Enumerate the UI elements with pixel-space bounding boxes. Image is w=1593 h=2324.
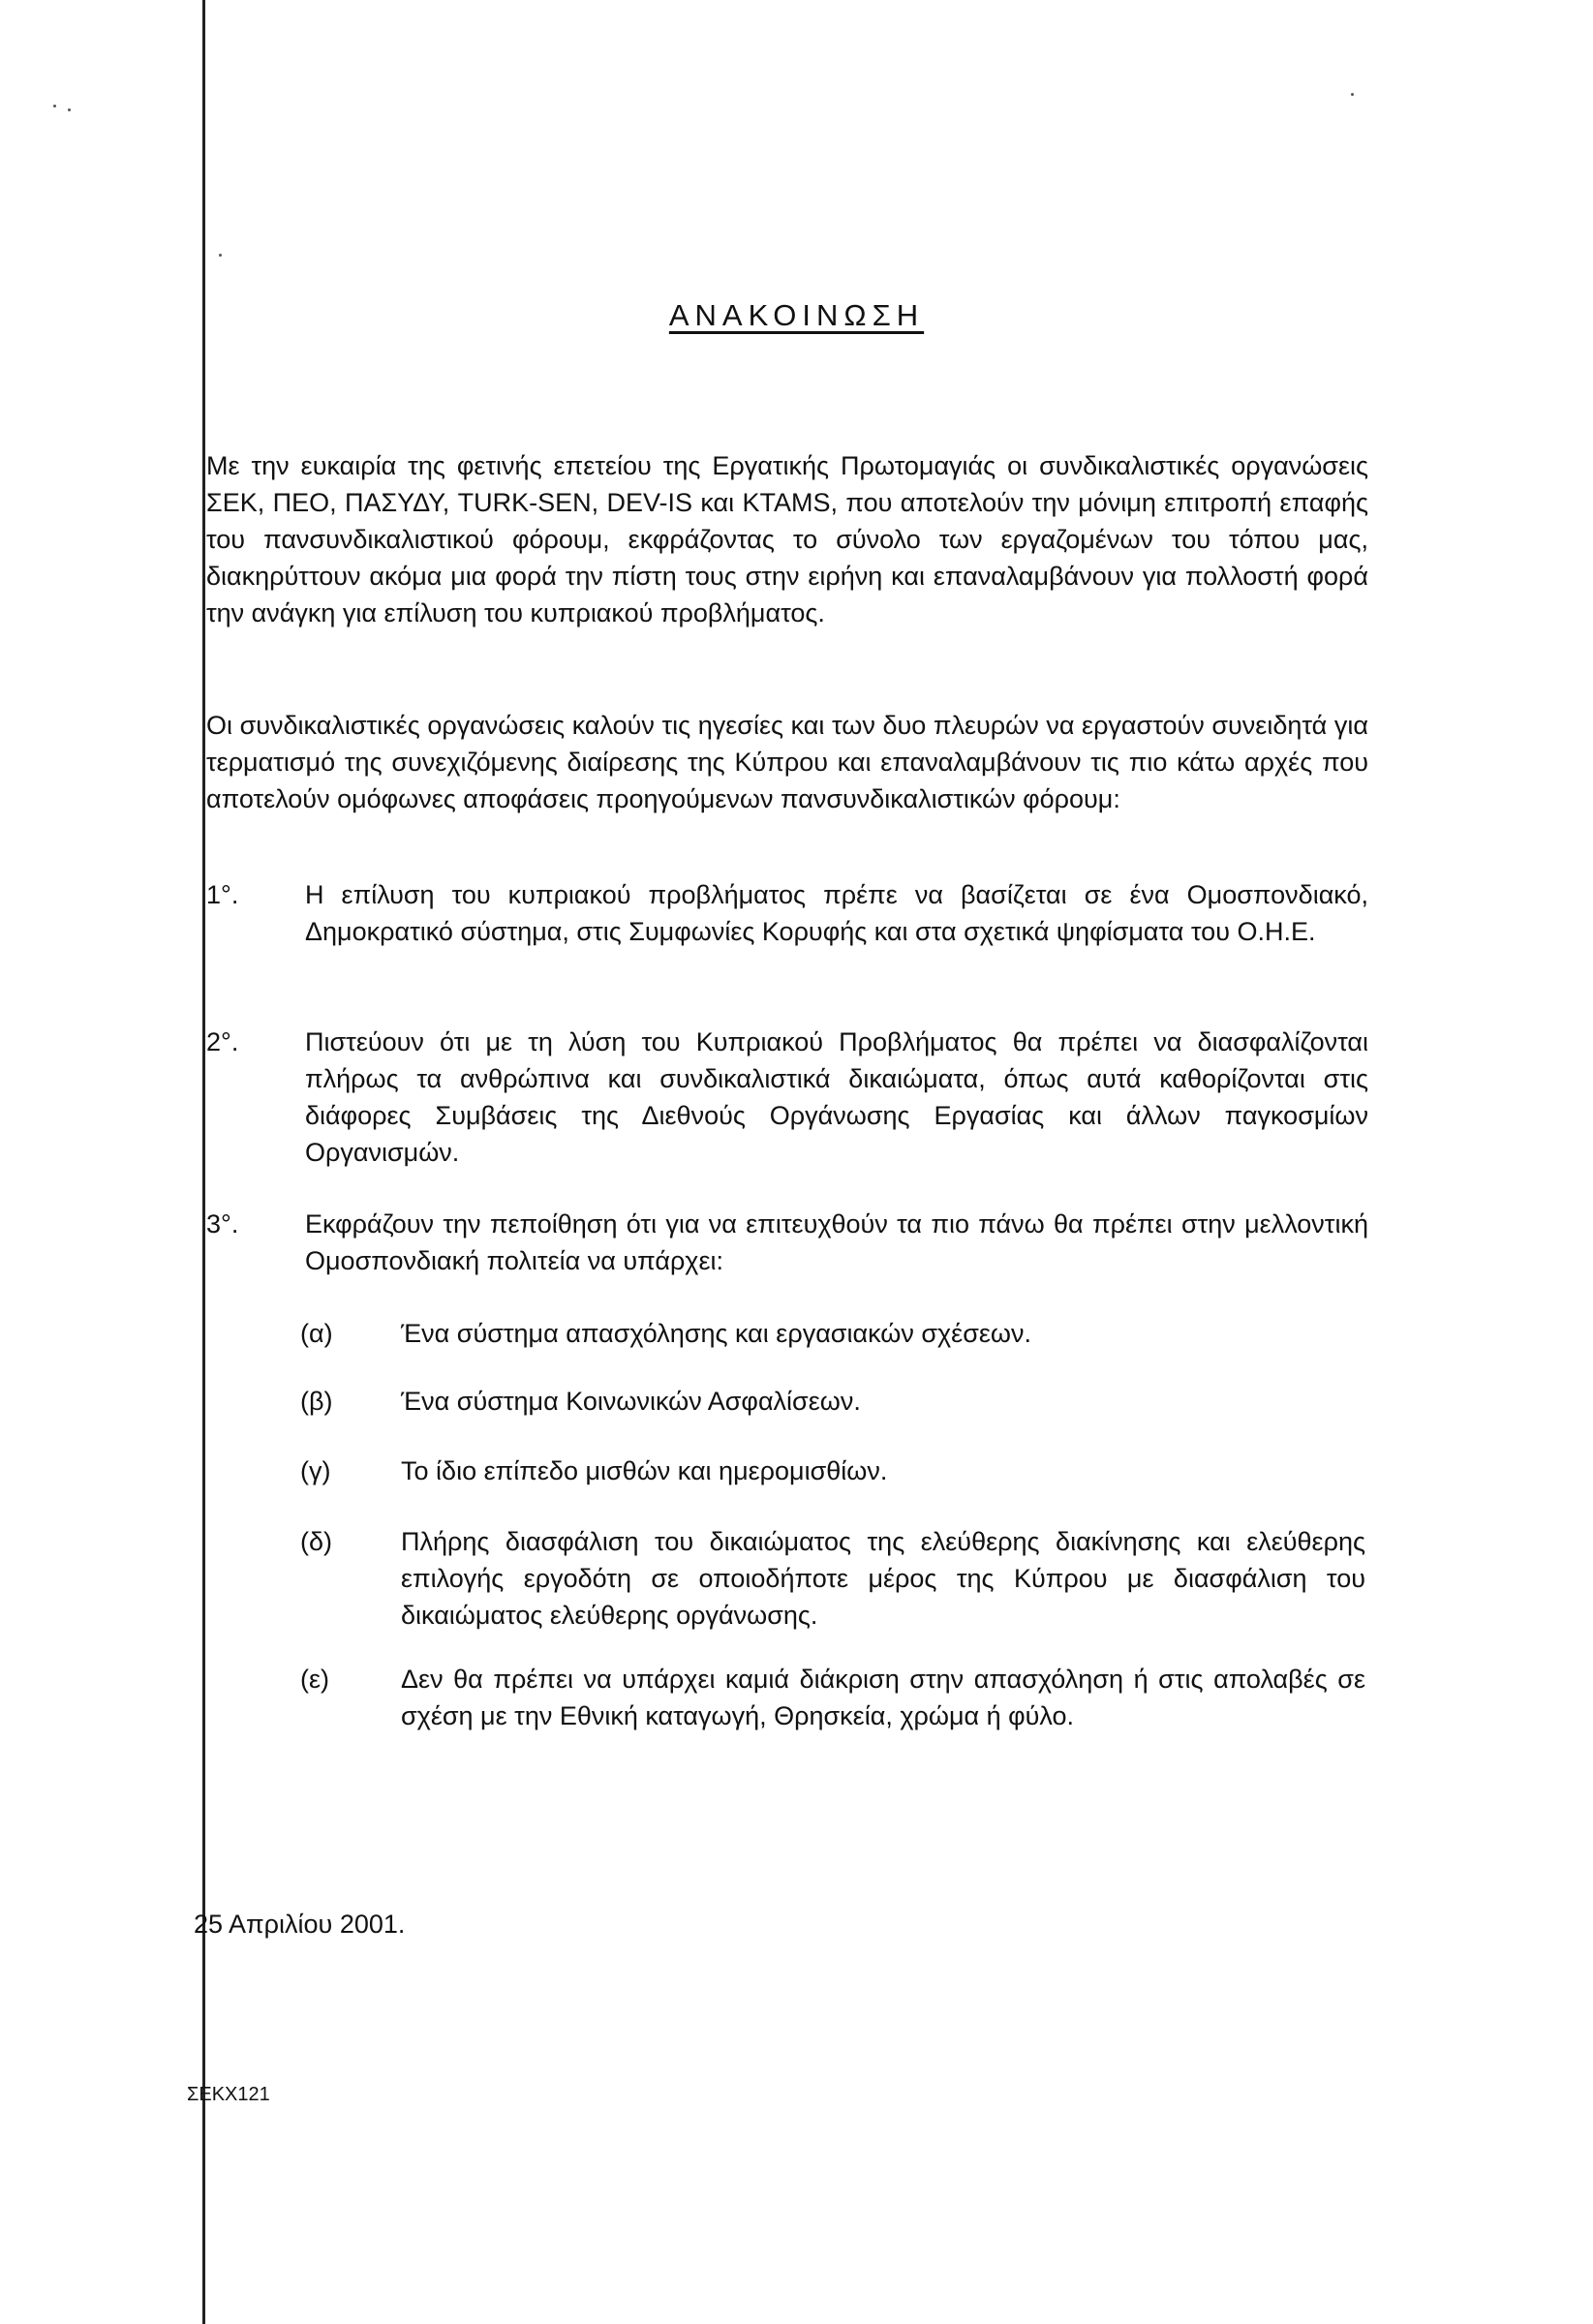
subpoint-label: (α)	[300, 1319, 333, 1348]
subpoint-text: Το ίδιο επίπεδο μισθών και ημερομισθίων.	[401, 1456, 888, 1485]
point-number: 3°.	[206, 1209, 239, 1238]
point-text: Η επίλυση του κυπριακού προβλήματος πρέπε να βασίζεται σε ένα Ομοσπονδιακό, Δημοκρατικό σύστημα, στις Συμφωνίες Κορυφής και στα σχετικά ψηφίσματα του Ο.Η.Ε.	[305, 880, 1368, 946]
document-title: ΑΝΑΚΟΙΝΩΣΗ	[668, 298, 925, 332]
intro-paragraph: Με την ευκαιρία της φετινής επετείου της Εργατικής Πρωτομαγιάς οι συνδικαλιστικές οργανώσεις ΣΕΚ, ΠΕΟ, ΠΑΣΥΔΥ, TURK-SEN, DEV-IS και KTAMS, που αποτελούν την μόνιμη επιτροπή επαφής του πανσυνδικαλιστικού φόρουμ, εκφράζοντας το σύνολο των εργαζομένων του τόπου μας, διακηρύττουν ακόμα μια φορά την πίστη τους στην ειρήνη και επαναλαμβάνουν για πολλοστή φορά την ανάγκη για επίλυση του κυπριακού προβλήματος.	[206, 451, 1368, 627]
scan-speck	[1351, 93, 1354, 96]
scan-speck	[219, 254, 222, 257]
subpoint-label: (γ)	[300, 1456, 331, 1485]
point-number: 2°.	[206, 1027, 239, 1056]
point-text: Εκφράζουν την πεποίθηση ότι για να επιτευχθούν τα πιο πάνω θα πρέπει στην μελλοντική Ομοσπονδιακή πολιτεία να υπάρχει:	[305, 1209, 1368, 1275]
subpoint-text: Δεν θα πρέπει να υπάρχει καμιά διάκριση στην απασχόληση ή στις απολαβές σε σχέση με την Εθνική καταγωγή, Θρησκεία, χρώμα ή φύλο.	[401, 1665, 1365, 1730]
call-paragraph: Οι συνδικαλιστικές οργανώσεις καλούν τις ηγεσίες και των δυο πλευρών να εργαστούν συνειδητά για τερματισμό της συνεχιζόμενης διαίρεσης της Κύπρου και επαναλαμβάνουν τις πιο κάτω αρχές που αποτελούν ομόφωνες αποφάσεις προηγούμενων πανσυνδικαλιστικών φόρουμ:	[206, 711, 1368, 813]
subpoint-text: Ένα σύστημα Κοινωνικών Ασφαλίσεων.	[401, 1387, 861, 1416]
subpoint-label: (ε)	[300, 1665, 330, 1694]
subpoint-label: (β)	[300, 1387, 333, 1416]
subpoint-text: Ένα σύστημα απασχόλησης και εργασιακών σχέσεων.	[401, 1319, 1031, 1348]
document-reference: ΣΕΚΧ121	[187, 2084, 270, 2105]
left-margin-line	[202, 0, 205, 2324]
scan-speck	[53, 105, 56, 107]
point-number: 1°.	[206, 880, 239, 909]
point-text: Πιστεύουν ότι με τη λύση του Κυπριακού Προβλήματος θα πρέπει να διασφαλίζονται πλήρως τα ανθρώπινα και συνδικαλιστικά δικαιώματα, όπως αυτά καθορίζονται στις διάφορες Συμβάσεις της Διεθνούς Οργάνωσης Εργασίας και άλλων παγκοσμίων Οργανισμών.	[305, 1027, 1368, 1167]
document-date: 25 Απριλίου 2001.	[194, 1910, 406, 1939]
subpoint-text: Πλήρης διασφάλιση του δικαιώματος της ελεύθερης διακίνησης και ελεύθερης επιλογής εργοδότη σε οποιοδήποτε μέρος της Κύπρου με διασφάλιση του δικαιώματος ελεύθερης οργάνωσης.	[401, 1527, 1365, 1630]
scan-speck	[68, 108, 71, 111]
subpoint-label: (δ)	[300, 1527, 333, 1556]
